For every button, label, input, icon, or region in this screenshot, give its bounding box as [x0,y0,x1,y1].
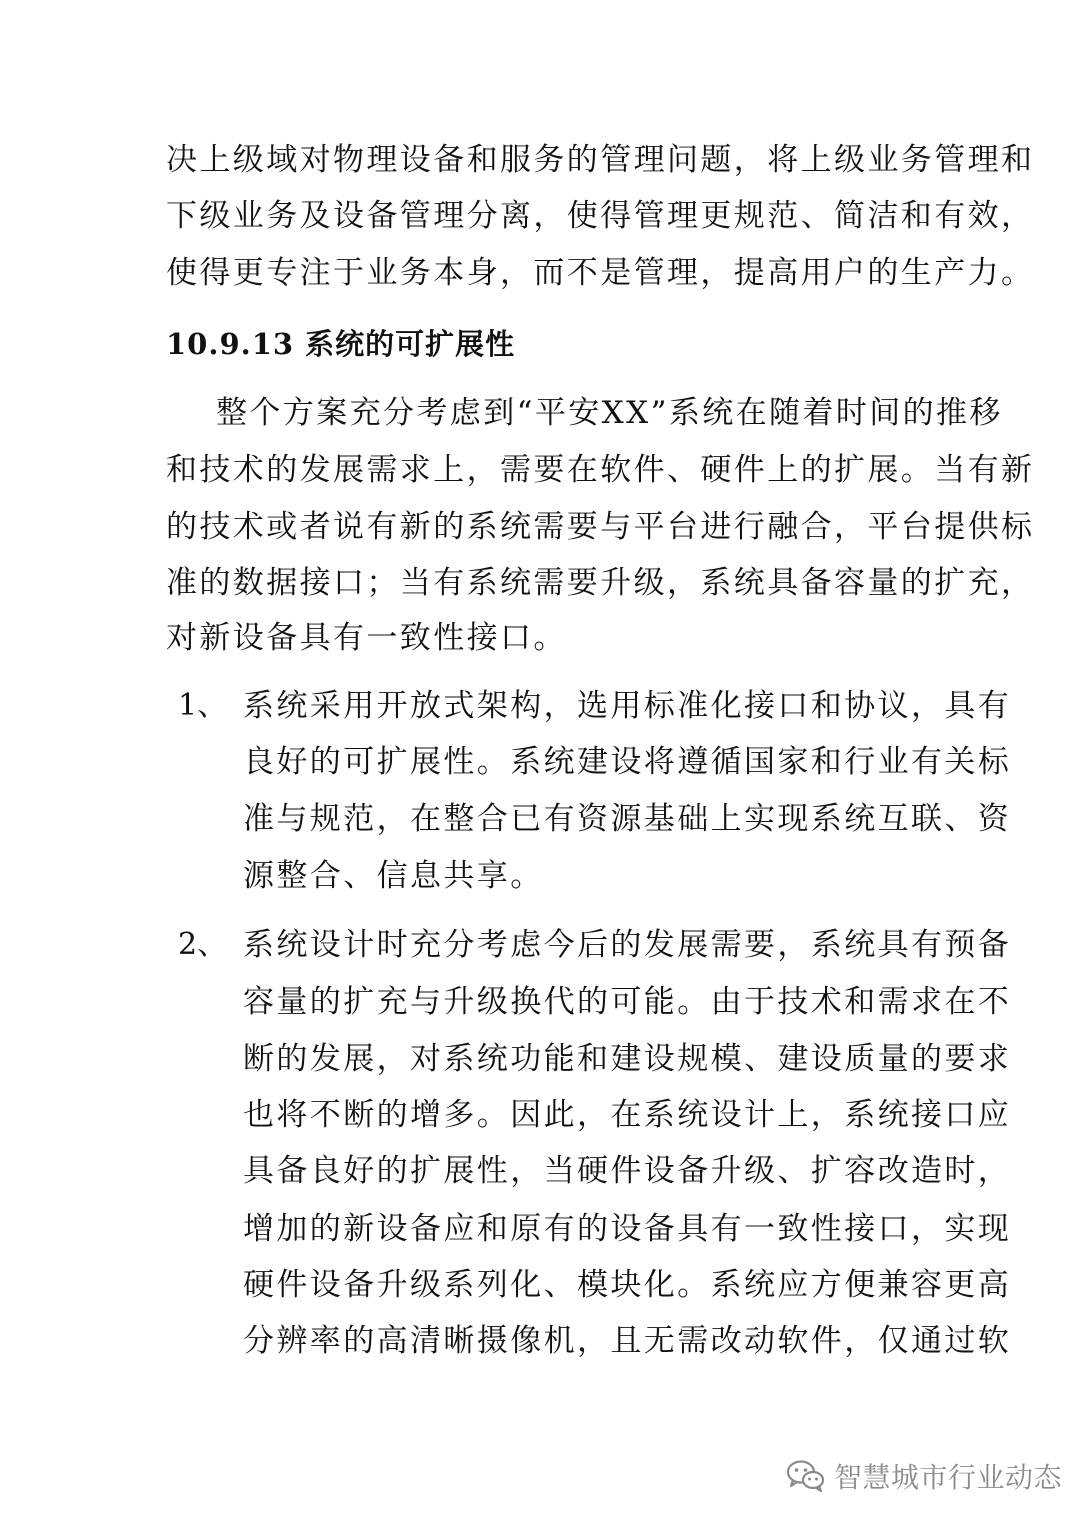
paragraph-line-5: 对新设备具有一致性接口。 [166,620,567,656]
paragraph-line-2: 和技术的发展需求上，需要在软件、硬件上的扩展。当有新 [166,452,1035,488]
intro-line-1: 决上级域对物理设备和服务的管理问题，将上级业务管理和 [166,142,1035,178]
watermark-text: 智慧城市行业动态 [834,1461,1063,1494]
list-item-2-line-2: 容量的扩充与升级换代的可能。由于技术和需求在不 [243,984,1012,1020]
intro-line-3: 使得更专注于业务本身，而不是管理，提高用户的生产力。 [166,255,1035,291]
intro-line-2: 下级业务及设备管理分离，使得管理更规范、简洁和有效， [166,198,1035,234]
list-item-2-number: 2、 [178,927,228,962]
section-heading: 10.9.13 系统的可扩展性 [166,327,516,361]
list-item-1-number: 1、 [178,688,228,723]
wechat-icon [786,1459,826,1493]
list-item-1-line-3: 准与规范，在整合已有资源基础上实现系统互联、资 [243,801,1012,837]
list-item-2-line-8: 分辨率的高清晰摄像机，且无需改动软件，仅通过软 [243,1323,1012,1359]
paragraph-line-3: 的技术或者说有新的系统需要与平台进行融合，平台提供标 [166,509,1035,545]
list-item-1-line-1: 系统采用开放式架构，选用标准化接口和协议，具有 [243,688,1012,724]
list-item-1-line-2: 良好的可扩展性。系统建设将遵循国家和行业有关标 [243,744,1012,780]
list-item-2-line-1: 系统设计时充分考虑今后的发展需要，系统具有预备 [243,927,1012,963]
list-item-2-line-4: 也将不断的增多。因此，在系统设计上，系统接口应 [243,1097,1012,1133]
list-item-1-line-4: 源整合、信息共享。 [243,858,544,894]
list-item-2-line-3: 断的发展，对系统功能和建设规模、建设质量的要求 [243,1041,1012,1077]
paragraph-line-4: 准的数据接口；当有系统需要升级，系统具备容量的扩充， [166,565,1035,601]
list-item-2-line-7: 硬件设备升级系列化、模块化。系统应方便兼容更高 [243,1267,1012,1303]
watermark [786,1456,1062,1496]
paragraph-line-1: 整个方案充分考虑到“平安XX”系统在随着时间的推移 [216,395,1003,431]
list-item-2-line-6: 增加的新设备应和原有的设备具有一致性接口，实现 [243,1211,1012,1247]
list-item-2-line-5: 具备良好的扩展性，当硬件设备升级、扩容改造时， [243,1153,1012,1189]
